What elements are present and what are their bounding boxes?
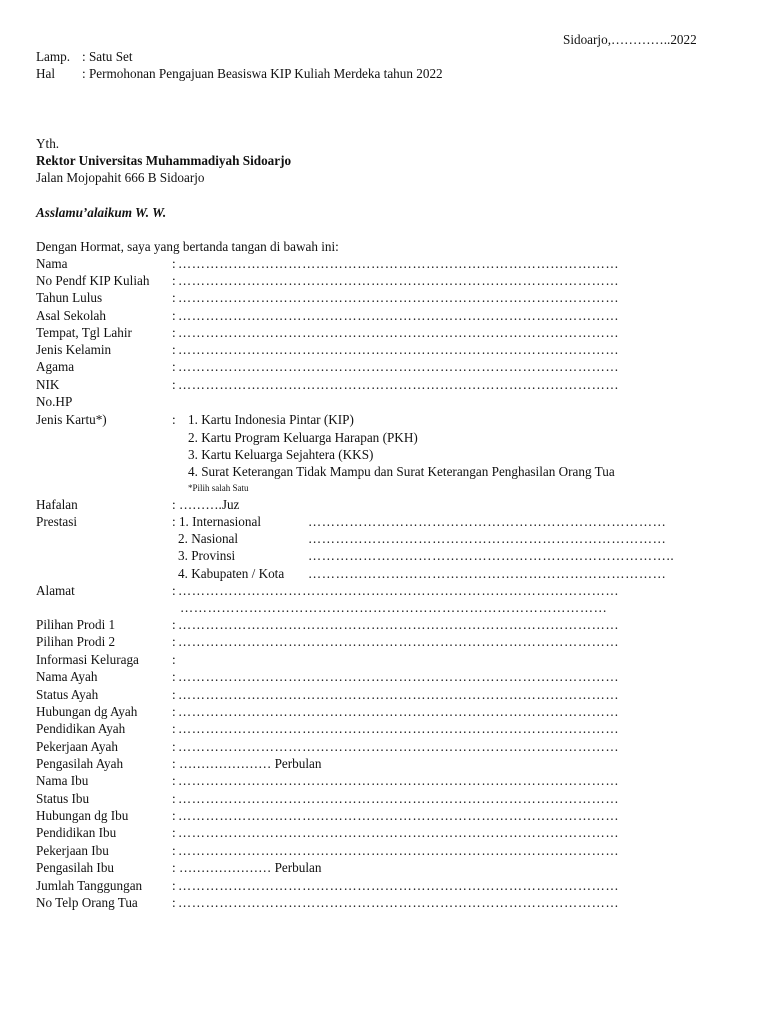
- kartu-note: *Pilih salah Satu: [188, 483, 249, 493]
- field-colon: :: [172, 773, 176, 788]
- field-colon: :: [172, 634, 176, 649]
- field-blank-pekerjaan-ibu[interactable]: ……………………………………………………………………………………: [178, 843, 620, 858]
- prestasi-blank-kabupaten-kota[interactable]: ……………………………………………………………………: [308, 566, 667, 581]
- field-blank-alamat-line1[interactable]: ……………………………………………………………………………………: [178, 583, 620, 598]
- field-colon: :: [172, 325, 176, 340]
- field-colon: :: [172, 256, 176, 271]
- field-blank-hubungan-ibu[interactable]: ……………………………………………………………………………………: [178, 808, 620, 823]
- field-label-hubungan-ayah: Hubungan dg Ayah: [36, 704, 138, 719]
- lamp-label: Lamp.: [36, 49, 71, 64]
- field-label-pekerjaan-ayah: Pekerjaan Ayah: [36, 739, 118, 754]
- field-colon: :: [172, 669, 176, 684]
- field-label-jumlah-tanggungan: Jumlah Tanggungan: [36, 878, 143, 893]
- field-colon: :: [172, 808, 176, 823]
- field-label-asal-sekolah: Asal Sekolah: [36, 308, 106, 323]
- letter-date: Sidoarjo,…………..2022: [563, 32, 697, 47]
- intro-text: Dengan Hormat, saya yang bertanda tangan di bawah ini:: [36, 239, 339, 254]
- field-blank-pendidikan-ibu[interactable]: ……………………………………………………………………………………: [178, 825, 620, 840]
- field-blank-hubungan-ayah[interactable]: ……………………………………………………………………………………: [178, 704, 620, 719]
- field-label-nama-ayah: Nama Ayah: [36, 669, 98, 684]
- kartu-option-kks[interactable]: 3. Kartu Keluarga Sejahtera (KKS): [188, 447, 374, 462]
- field-blank-jenis-kelamin[interactable]: ……………………………………………………………………………………: [178, 342, 620, 357]
- kartu-option-kip[interactable]: 1. Kartu Indonesia Pintar (KIP): [188, 412, 354, 427]
- field-blank-no-telp-orang-tua[interactable]: ……………………………………………………………………………………: [178, 895, 620, 910]
- field-blank-penghasilan-ibu[interactable]: : ………………… Perbulan: [172, 860, 322, 875]
- hal-label: Hal: [36, 66, 56, 81]
- field-blank-penghasilan-ayah[interactable]: : ………………… Perbulan: [172, 756, 322, 771]
- field-label-no-pendf: No Pendf KIP Kuliah: [36, 273, 150, 288]
- prestasi-item-internasional: : 1. Internasional: [172, 514, 261, 529]
- kartu-option-pkh[interactable]: 2. Kartu Program Keluarga Harapan (PKH): [188, 430, 418, 445]
- field-colon: :: [172, 878, 176, 893]
- section-label-informasi-keluarga: Informasi Keluraga: [36, 652, 139, 667]
- field-colon: :: [172, 687, 176, 702]
- field-label-status-ayah: Status Ayah: [36, 687, 99, 702]
- field-blank-nama[interactable]: ……………………………………………………………………………………: [178, 256, 620, 271]
- field-label-status-ibu: Status Ibu: [36, 791, 90, 806]
- field-label-pendidikan-ayah: Pendidikan Ayah: [36, 721, 126, 736]
- field-colon: :: [172, 825, 176, 840]
- field-label-prodi-1: Pilihan Prodi 1: [36, 617, 116, 632]
- prestasi-blank-nasional[interactable]: ……………………………………………………………………: [308, 531, 667, 546]
- field-colon: :: [172, 739, 176, 754]
- field-colon: :: [172, 359, 176, 374]
- field-blank-no-pendf[interactable]: ……………………………………………………………………………………: [178, 273, 620, 288]
- field-label-nik: NIK: [36, 377, 60, 392]
- field-label-no-telp-orang-tua: No Telp Orang Tua: [36, 895, 138, 910]
- field-colon: :: [172, 377, 176, 392]
- field-label-jenis-kartu: Jenis Kartu*): [36, 412, 107, 427]
- field-blank-prodi-2[interactable]: ……………………………………………………………………………………: [178, 634, 620, 649]
- field-label-jenis-kelamin: Jenis Kelamin: [36, 342, 112, 357]
- prestasi-blank-provinsi[interactable]: ……………………………………………………………………..: [308, 548, 675, 563]
- field-label-tahun-lulus: Tahun Lulus: [36, 290, 103, 305]
- prestasi-item-nasional: 2. Nasional: [178, 531, 239, 546]
- field-blank-pendidikan-ayah[interactable]: ……………………………………………………………………………………: [178, 721, 620, 736]
- hal-value: : Permohonan Pengajuan Beasiswa KIP Kuliah Merdeka tahun 2022: [82, 66, 443, 81]
- field-label-hafalan: Hafalan: [36, 497, 78, 512]
- field-blank-nik[interactable]: ……………………………………………………………………………………: [178, 377, 620, 392]
- salutation: Asslamu’alaikum W. W.: [36, 205, 167, 220]
- field-colon: :: [172, 843, 176, 858]
- field-blank-status-ayah[interactable]: ……………………………………………………………………………………: [178, 687, 620, 702]
- field-colon: :: [172, 704, 176, 719]
- field-blank-asal-sekolah[interactable]: ……………………………………………………………………………………: [178, 308, 620, 323]
- field-blank-tempat-tgl-lahir[interactable]: ……………………………………………………………………………………: [178, 325, 620, 340]
- field-label-nama-ibu: Nama Ibu: [36, 773, 89, 788]
- field-label-alamat: Alamat: [36, 583, 75, 598]
- field-label-pendidikan-ibu: Pendidikan Ibu: [36, 825, 117, 840]
- field-colon: :: [172, 342, 176, 357]
- recipient-name: Rektor Universitas Muhammadiyah Sidoarjo: [36, 153, 292, 168]
- field-label-tempat-tgl-lahir: Tempat, Tgl Lahir: [36, 325, 132, 340]
- field-blank-prodi-1[interactable]: ……………………………………………………………………………………: [178, 617, 620, 632]
- field-blank-agama[interactable]: ……………………………………………………………………………………: [178, 359, 620, 374]
- field-label-prodi-2: Pilihan Prodi 2: [36, 634, 116, 649]
- field-colon: :: [172, 308, 176, 323]
- field-colon: :: [172, 652, 176, 667]
- field-blank-hafalan[interactable]: : ……….Juz: [172, 497, 240, 512]
- field-colon: :: [172, 617, 176, 632]
- field-blank-nama-ibu[interactable]: ……………………………………………………………………………………: [178, 773, 620, 788]
- recipient-address: Jalan Mojopahit 666 B Sidoarjo: [36, 170, 205, 185]
- prestasi-item-provinsi: 3. Provinsi: [178, 548, 236, 563]
- field-colon: :: [172, 290, 176, 305]
- field-blank-status-ibu[interactable]: ……………………………………………………………………………………: [178, 791, 620, 806]
- field-label-prestasi: Prestasi: [36, 514, 78, 529]
- field-label-penghasilan-ayah: Pengasilah Ayah: [36, 756, 124, 771]
- field-label-pekerjaan-ibu: Pekerjaan Ibu: [36, 843, 109, 858]
- lamp-value: : Satu Set: [82, 49, 133, 64]
- field-blank-tahun-lulus[interactable]: ……………………………………………………………………………………: [178, 290, 620, 305]
- field-label-no-hp: No.HP: [36, 394, 73, 409]
- field-colon: :: [172, 273, 176, 288]
- field-label-nama: Nama: [36, 256, 68, 271]
- field-colon: :: [172, 721, 176, 736]
- prestasi-item-kabupaten-kota: 4. Kabupaten / Kota: [178, 566, 285, 581]
- field-label-penghasilan-ibu: Pengasilah Ibu: [36, 860, 115, 875]
- field-blank-alamat-line2[interactable]: …………………………………………………………………………………: [180, 600, 608, 615]
- field-colon: :: [172, 791, 176, 806]
- field-blank-pekerjaan-ayah[interactable]: ……………………………………………………………………………………: [178, 739, 620, 754]
- field-blank-jumlah-tanggungan[interactable]: ……………………………………………………………………………………: [178, 878, 620, 893]
- kartu-option-sktm[interactable]: 4. Surat Keterangan Tidak Mampu dan Surat Keterangan Penghasilan Orang Tua: [188, 464, 615, 479]
- field-label-agama: Agama: [36, 359, 75, 374]
- field-colon: :: [172, 895, 176, 910]
- field-colon: :: [172, 412, 176, 427]
- prestasi-blank-internasional[interactable]: ……………………………………………………………………: [308, 514, 667, 529]
- field-label-hubungan-ibu: Hubungan dg Ibu: [36, 808, 129, 823]
- recipient-greeting: Yth.: [36, 136, 60, 151]
- field-blank-nama-ayah[interactable]: ……………………………………………………………………………………: [178, 669, 620, 684]
- field-colon: :: [172, 583, 176, 598]
